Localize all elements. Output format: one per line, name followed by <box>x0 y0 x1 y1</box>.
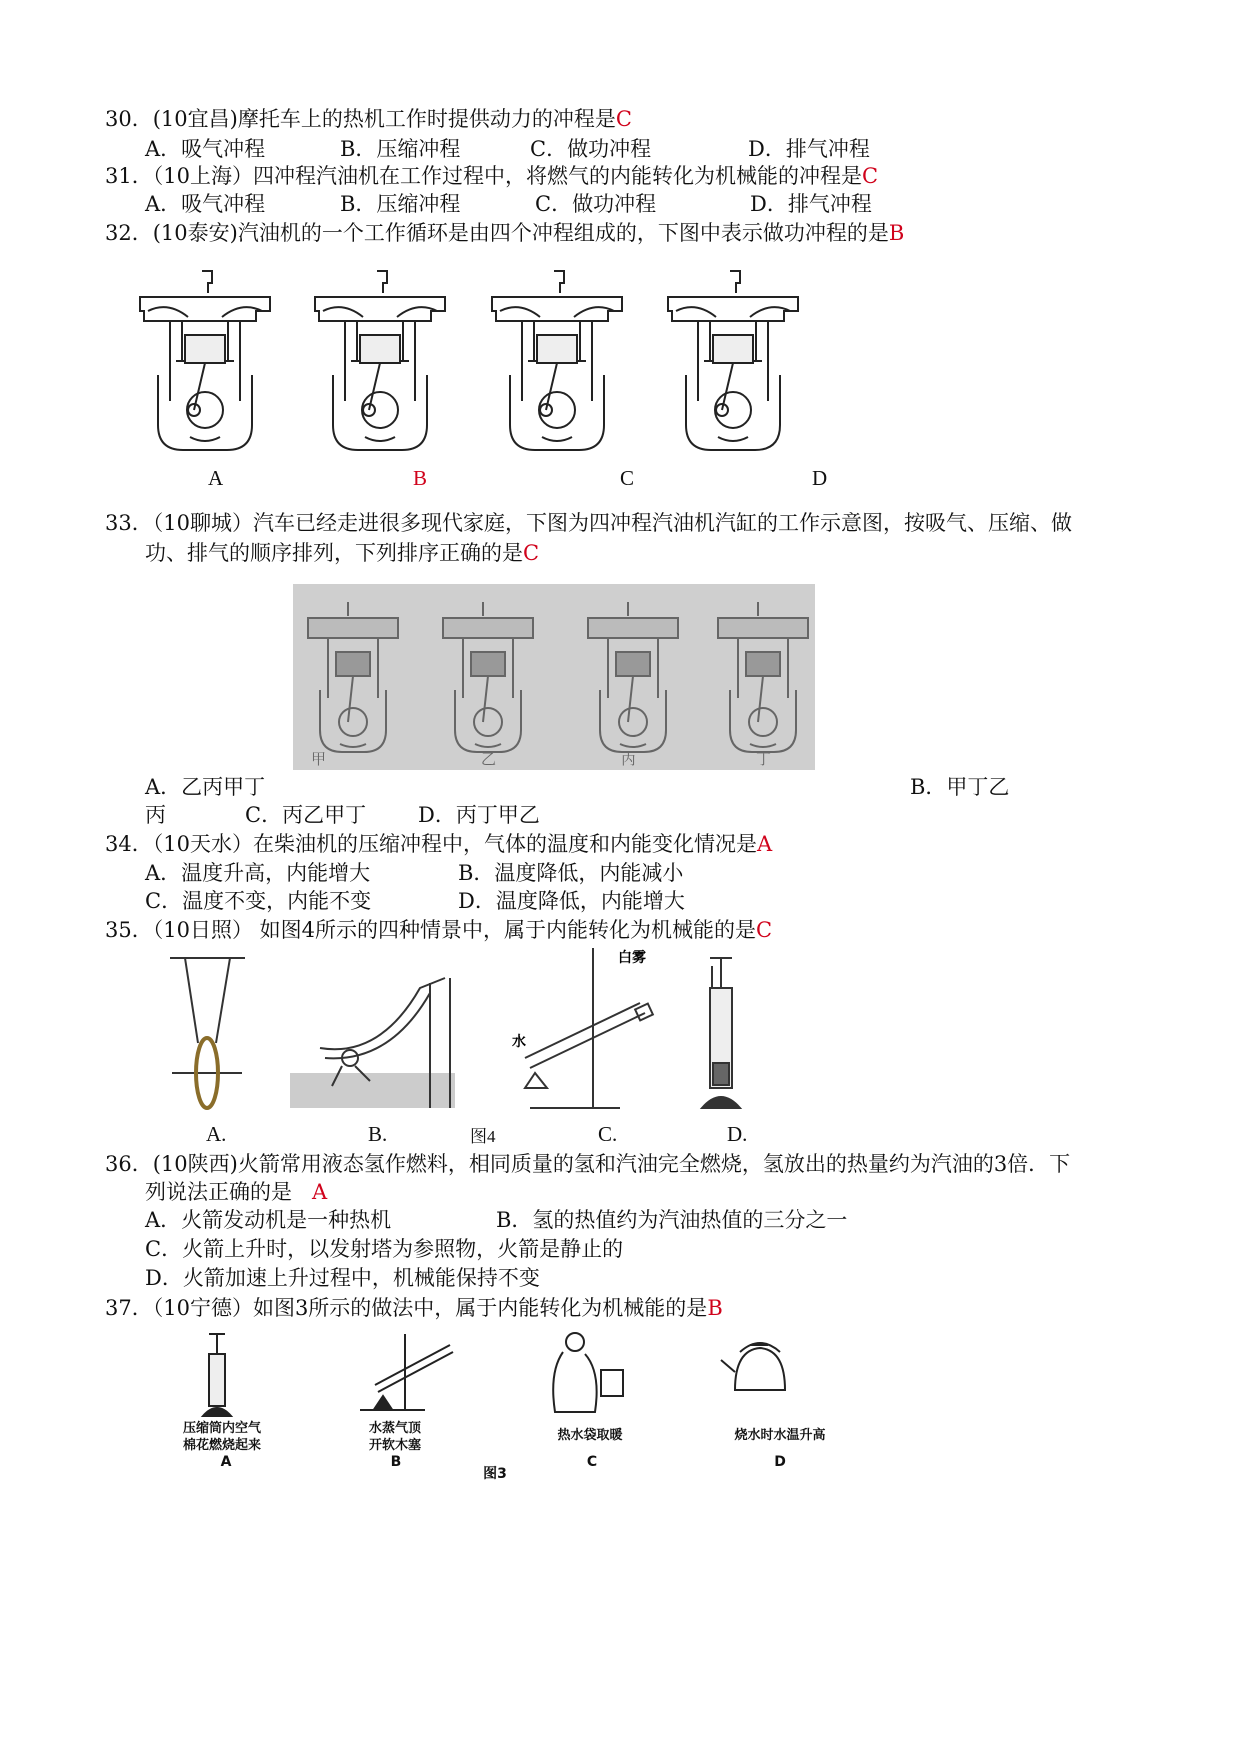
q35-label-b: B. <box>368 1122 388 1146</box>
q35-stem-text: 35．（10日照） 如图4所示的四种情景中，属于内能转化为机械能的是 <box>105 918 756 942</box>
q37-label-c: C <box>586 1454 598 1470</box>
q37-caption-b-line2: 开软木塞 <box>368 1438 421 1453</box>
q32-engine-figure <box>130 265 850 465</box>
q30-opt-c: C．做功冲程 <box>530 137 652 161</box>
q30-opt-a: A．吸气冲程 <box>145 137 266 161</box>
q37-caption-a-line2: 棉花燃烧起来 <box>182 1438 261 1453</box>
q37-figure-label: 图3 <box>483 1466 507 1482</box>
q35-scenes-figure <box>150 948 770 1123</box>
photo-engine-ding-icon <box>718 602 808 752</box>
q35-fog-label: 白雾 <box>618 950 646 966</box>
kettle-icon <box>721 1343 785 1390</box>
q31-stem <box>105 161 878 191</box>
q30-answer: C <box>615 107 632 131</box>
q30-opt-b: B．压缩冲程 <box>340 137 461 161</box>
q33-opt-a: A．乙丙甲丁 <box>145 775 266 799</box>
q30-stem-text: 30．(10宜昌)摩托车上的热机工作时提供动力的冲程是 <box>105 107 616 131</box>
q36-opt-c: C．火箭上升时，以发射塔为参照物，火箭是静止的 <box>145 1237 624 1261</box>
q32-answer: B <box>888 221 905 245</box>
q36-opt-b: B．氢的热值约为汽油热值的三分之一 <box>496 1208 848 1232</box>
q34-answer: A <box>756 832 773 856</box>
q34-opt-d: D．温度降低，内能增大 <box>458 889 685 913</box>
q37-label-d: D <box>774 1454 786 1470</box>
slide-icon <box>290 978 455 1108</box>
q33-answer: C <box>523 541 540 565</box>
q33-opt-d: D．丙丁甲乙 <box>418 803 540 827</box>
q34-stem <box>105 829 772 859</box>
q33-opt-b-cont: 丙 <box>145 803 166 827</box>
q32-label-b: B <box>413 466 428 490</box>
q37-stem <box>105 1293 723 1323</box>
q33-stem-line2 <box>145 538 539 568</box>
photo-engine-yi-icon <box>443 602 533 752</box>
photo-label-yi: 乙 <box>481 750 497 768</box>
q37-caption-b <box>335 1420 455 1454</box>
q36-opt-d: D．火箭加速上升过程中，机械能保持不变 <box>145 1266 540 1290</box>
q37-caption-d: 烧水时水温升高 <box>734 1428 826 1443</box>
q32-stem <box>105 218 904 248</box>
q37-caption-a <box>162 1420 282 1454</box>
q35-stem <box>105 915 772 945</box>
q33-opt-b: B．甲丁乙 <box>910 775 1010 799</box>
q34-opt-c: C．温度不变，内能不变 <box>145 889 372 913</box>
q33-opt-c: C．丙乙甲丁 <box>245 803 367 827</box>
q35-label-c: C. <box>598 1122 618 1146</box>
q36-stem2-text: 列说法正确的是 <box>145 1180 292 1204</box>
q36-stem-line1: 36．(10陕西)火箭常用液态氢作燃料，相同质量的氢和汽油完全燃烧，氢放出的热量约为汽油的3倍．下 <box>105 1152 1071 1176</box>
q32-stem-text: 32．(10泰安)汽油机的一个工作循环是由四个冲程组成的，下图中表示做功冲程的是 <box>105 221 889 245</box>
q34-opt-b: B．温度降低，内能减小 <box>458 861 684 885</box>
q31-stem-text: 31．（10上海）四冲程汽油机在工作过程中，将燃气的内能转化为机械能的冲程是 <box>105 164 862 188</box>
maxwell-wheel-icon <box>170 958 245 1108</box>
q32-label-c: C <box>620 466 635 490</box>
q37-label-b: B <box>390 1454 402 1470</box>
photo-engine-jia-icon <box>308 602 398 752</box>
engine-b-icon <box>315 271 445 450</box>
q31-opt-d: D．排气冲程 <box>750 192 872 216</box>
compression-tube-icon <box>203 1334 231 1416</box>
q31-opt-b: B．压缩冲程 <box>340 192 461 216</box>
photo-engine-bing-icon <box>588 602 678 752</box>
q37-label-a: A <box>220 1454 232 1470</box>
q33-engine-photo-drawing <box>293 584 815 770</box>
air-compression-tube-icon <box>702 958 740 1108</box>
q32-label-a: A <box>208 466 224 490</box>
q35-answer: C <box>755 918 773 942</box>
q34-stem-text: 34．（10天水）在柴油机的压缩冲程中，气体的温度和内能变化情况是 <box>105 832 757 856</box>
q37-stem-text: 37．（10宁德）如图3所示的做法中，属于内能转化为机械能的是 <box>105 1296 708 1320</box>
q33-engine-photo <box>293 584 815 770</box>
q37-caption-c: 热水袋取暖 <box>557 1428 623 1443</box>
q31-opt-a: A．吸气冲程 <box>145 192 266 216</box>
q31-answer: C <box>861 164 879 188</box>
q35-label-d: D. <box>727 1122 748 1146</box>
q37-caption-b-line1: 水蒸气顶 <box>368 1421 421 1436</box>
q37-scenes-figure <box>165 1330 845 1420</box>
photo-label-ding: 丁 <box>756 750 772 768</box>
q34-opt-a: A．温度升高，内能增大 <box>145 861 371 885</box>
photo-label-jia: 甲 <box>311 750 327 768</box>
q37-answer: B <box>707 1296 723 1320</box>
q32-label-d: D <box>812 466 828 490</box>
engine-a-icon <box>140 271 270 450</box>
q33-stem2-text: 功、排气的顺序排列，下列排序正确的是 <box>145 541 523 565</box>
q37-caption-a-line1: 压缩筒内空气 <box>182 1421 261 1436</box>
q35-figure-label: 图4 <box>470 1127 496 1146</box>
q36-answer: A <box>312 1180 328 1204</box>
q35-water-label: 水 <box>512 1034 526 1050</box>
q30-opt-d: D．排气冲程 <box>748 137 870 161</box>
hot-water-bag-person-icon <box>553 1333 623 1412</box>
engine-d-icon <box>668 271 798 450</box>
q31-opt-c: C．做功冲程 <box>535 192 657 216</box>
photo-label-bing: 丙 <box>621 750 637 768</box>
steam-cork-icon <box>360 1334 453 1410</box>
q35-label-a: A. <box>206 1122 227 1146</box>
engine-c-icon <box>492 271 622 450</box>
q30-stem <box>105 104 632 134</box>
q36-stem-line2 <box>145 1177 327 1207</box>
q36-opt-a: A．火箭发动机是一种热机 <box>145 1208 392 1232</box>
q33-stem-line1: 33．（10聊城）汽车已经走进很多现代家庭，下图为四冲程汽油机汽缸的工作示意图，按吸气、压缩、做 <box>105 511 1072 535</box>
test-tube-steam-icon <box>525 948 653 1108</box>
